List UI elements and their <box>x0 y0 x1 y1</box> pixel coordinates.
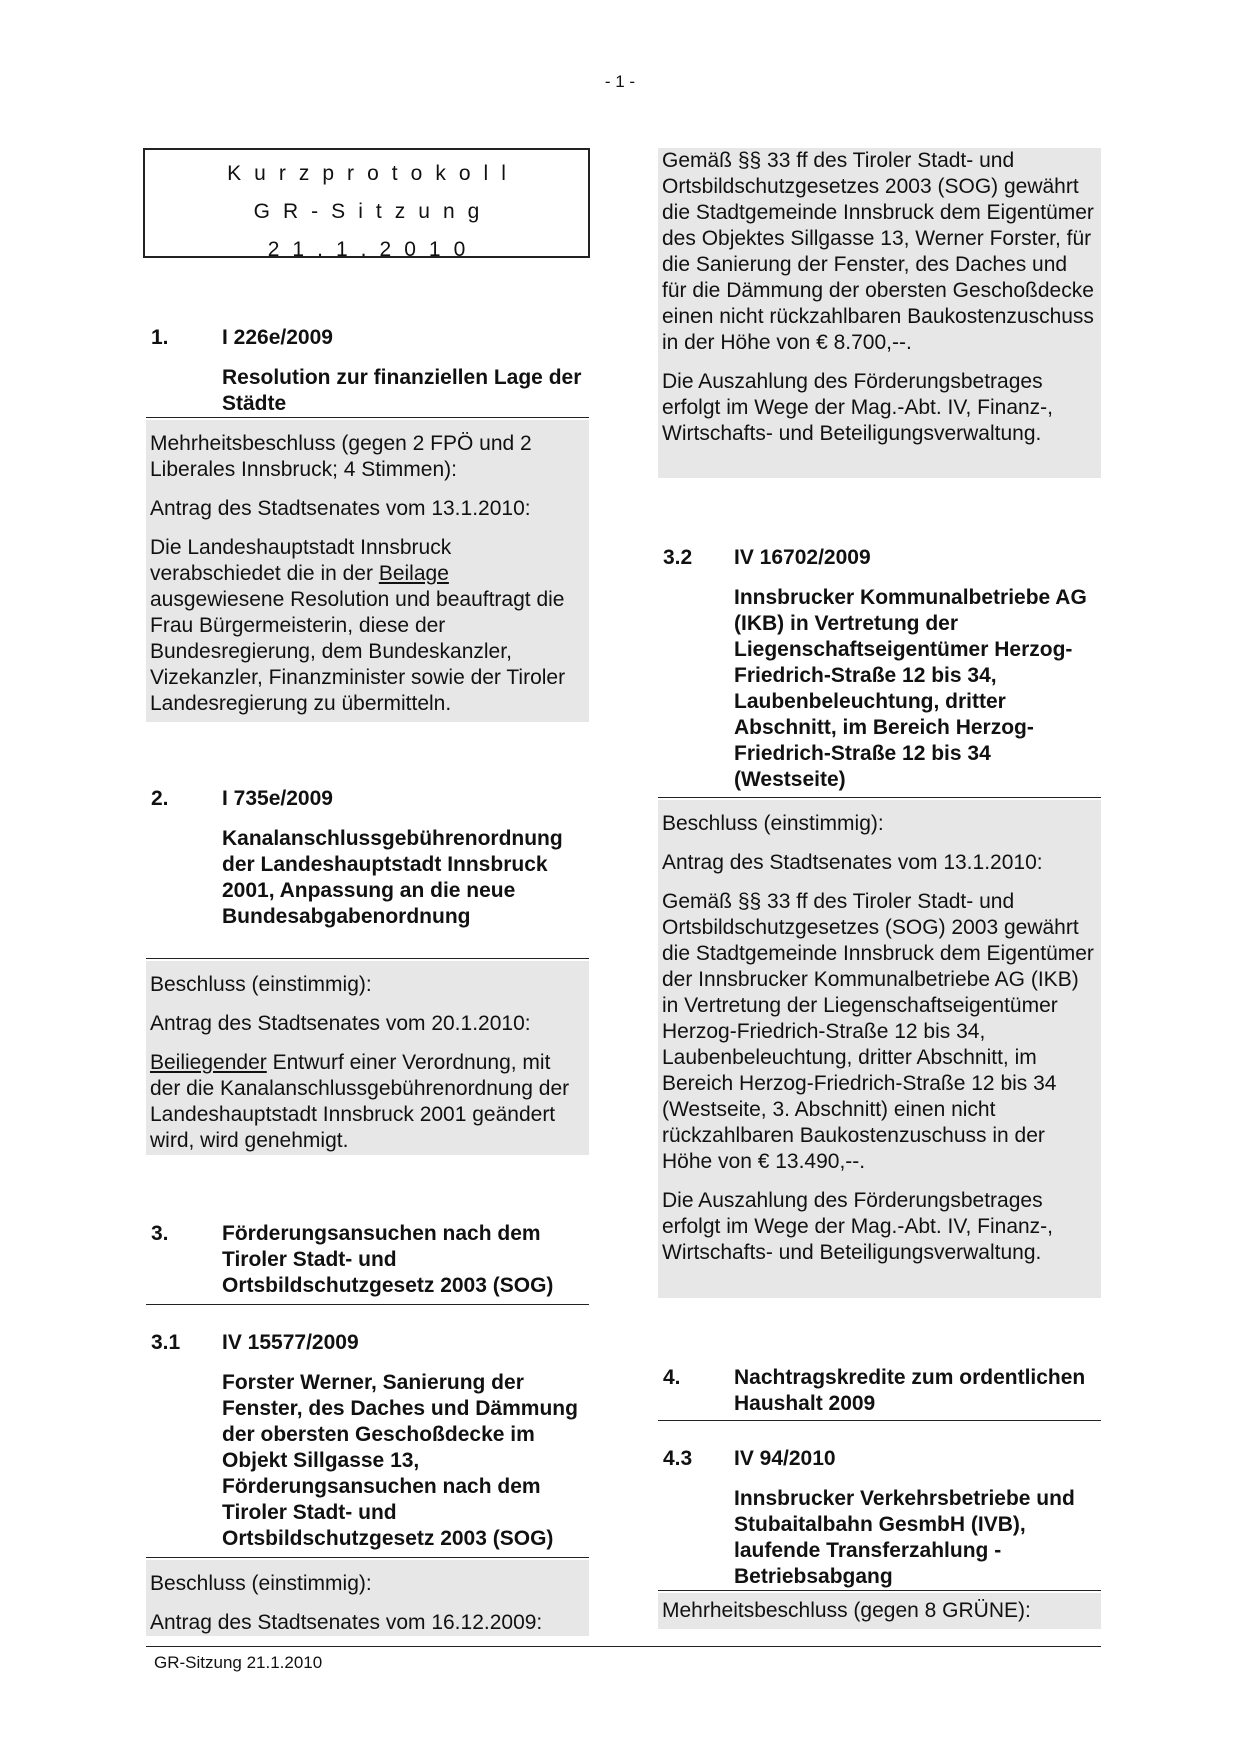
item-title: Kanalanschlussgebührenordnung der Landeshauptstadt Innsbruck 2001, Anpassung an die neue Bundesabgabenordnung <box>222 827 563 928</box>
antrag-text: Antrag des Stadtsenates vom 16.12.2009: <box>150 1611 543 1634</box>
divider <box>146 417 589 418</box>
item-3-1-decision-continued <box>658 148 1101 478</box>
item-number: 3.1 <box>151 1331 181 1354</box>
vote-text: Beschluss (einstimmig): <box>150 973 372 996</box>
vote-text: Beschluss (einstimmig): <box>662 812 884 835</box>
item-title: Forster Werner, Sanierung der Fenster, des Daches und Dämmung der obersten Geschoßdecke im Objekt Sillgasse 13, Förderungsansuchen nach dem Tiroler Stadt- und Ortsbildschutzgesetz 2003 (SOG) <box>222 1371 578 1550</box>
payout-text: Die Auszahlung des Förderungsbetrages erfolgt im Wege der Mag.-Abt. IV, Finanz-, Wirtschafts- und Beteiligungsverwaltung. <box>662 1189 1054 1264</box>
title-line-3: 21.1.2010 <box>267 238 479 261</box>
title-box <box>143 148 590 261</box>
antrag-text: Antrag des Stadtsenates vom 20.1.2010: <box>150 1012 531 1035</box>
footer-divider <box>146 1646 1101 1647</box>
decision-text <box>150 1050 585 1154</box>
item-number: 4. <box>663 1366 681 1389</box>
item-4-3-heading <box>659 1446 1100 1590</box>
item-3-2-decision <box>658 800 1101 1298</box>
item-title: Resolution zur finanziellen Lage der Städte <box>222 366 582 415</box>
item-3-1-decision <box>146 1560 589 1636</box>
item-code: IV 94/2010 <box>734 1447 836 1470</box>
item-1-heading <box>147 325 588 417</box>
item-code: I 226e/2009 <box>222 326 333 349</box>
item-number: 2. <box>151 787 169 810</box>
divider <box>146 1304 589 1305</box>
item-2-heading <box>147 786 588 930</box>
decision-text: Gemäß §§ 33 ff des Tiroler Stadt- und Ortsbildschutzgesetzes 2003 (SOG) gewährt die Stadtgemeinde Innsbruck dem Eigentümer des Objektes Sillgasse 13, Werner Forster, für die Sanierung der Fenster, des Daches und für die Dämmung der obersten Geschoßdecke einen nicht rückzahlbaren Baukostenzuschuss in der Höhe von € 8.700,--. <box>662 149 1094 354</box>
item-title: Förderungsansuchen nach dem Tiroler Stadt- und Ortsbildschutzgesetz 2003 (SOG) <box>222 1222 554 1297</box>
divider <box>146 1557 589 1558</box>
page-footer: GR-Sitzung 21.1.2010 <box>154 1653 323 1672</box>
item-code: I 735e/2009 <box>222 787 333 810</box>
item-3-1-heading <box>147 1330 588 1552</box>
item-4-heading <box>659 1365 1100 1417</box>
decision-text-part: Die Landeshauptstadt Innsbruck verabschiedet die in der <box>150 536 452 585</box>
decision-text-part: Entwurf einer Verordnung, mit der die Kanalanschlussgebührenordnung der Landeshauptstadt Innsbruck 2001 geändert wird, wird genehmigt. <box>150 1051 570 1152</box>
antrag-text: Antrag des Stadtsenates vom 13.1.2010: <box>150 497 531 520</box>
item-3-2-heading <box>659 545 1100 793</box>
decision-text: Gemäß §§ 33 ff des Tiroler Stadt- und Ortsbildschutzgesetzes (SOG) 2003 gewährt die Stadtgemeinde Innsbruck dem Eigentümer der Innsbrucker Kommunalbetriebe AG (IKB) in Vertretung der Liegenschaftseigentümer Herzog-Friedrich-Straße 12 bis 34, Laubenbeleuchtung, dritter Abschnitt, im Bereich Herzog-Friedrich-Straße 12 bis 34 (Westseite, 3. Abschnitt) einen nicht rückzahlbaren Baukostenzuschuss in der Höhe von € 13.490,--. <box>662 890 1094 1173</box>
item-3-heading <box>147 1221 588 1299</box>
vote-text: Mehrheitsbeschluss (gegen 2 FPÖ und 2 Liberales Innsbruck; 4 Stimmen): <box>150 432 532 481</box>
item-2-decision <box>146 961 589 1155</box>
item-1-decision <box>146 420 589 722</box>
decision-text <box>150 535 585 717</box>
item-4-3-decision <box>658 1593 1101 1629</box>
item-code: IV 16702/2009 <box>734 546 871 569</box>
divider <box>658 1420 1101 1421</box>
vote-text: Beschluss (einstimmig): <box>150 1572 372 1595</box>
item-code: IV 15577/2009 <box>222 1331 359 1354</box>
antrag-text: Antrag des Stadtsenates vom 13.1.2010: <box>662 851 1043 874</box>
title-line-2: GR-Sitzung <box>253 200 493 223</box>
decision-text-part: ausgewiesene Resolution und beauftragt die Frau Bürgermeisterin, diese der Bundesregierung, dem Bundeskanzler, Vizekanzler, Finanzminister sowie der Tiroler Landesregierung zu übermitteln. <box>150 588 566 715</box>
divider <box>658 1590 1101 1591</box>
title-line-1: Kurzprotokoll <box>227 162 519 185</box>
item-title: Innsbrucker Kommunalbetriebe AG (IKB) in Vertretung der Liegenschaftseigentümer Herzog-Friedrich-Straße 12 bis 34, Laubenbeleuchtung, dritter Abschnitt, im Bereich Herzog-Friedrich-Straße 12 bis 34 (Westseite) <box>734 586 1087 791</box>
item-number: 3.2 <box>663 546 693 569</box>
beilage-link[interactable]: Beilage <box>378 562 449 585</box>
page-number: - 1 - <box>604 72 636 91</box>
item-number: 1. <box>151 326 169 349</box>
beiliegender-link[interactable]: Beiliegender <box>150 1051 267 1074</box>
item-number: 3. <box>151 1222 169 1245</box>
divider <box>658 797 1101 798</box>
item-title: Nachtragskredite zum ordentlichen Haushalt 2009 <box>734 1366 1086 1415</box>
vote-text: Mehrheitsbeschluss (gegen 8 GRÜNE): <box>662 1599 1031 1622</box>
payout-text: Die Auszahlung des Förderungsbetrages erfolgt im Wege der Mag.-Abt. IV, Finanz-, Wirtschafts- und Beteiligungsverwaltung. <box>662 370 1054 445</box>
item-title: Innsbrucker Verkehrsbetriebe und Stubaitalbahn GesmbH (IVB), laufende Transferzahlung - Betriebsabgang <box>734 1487 1075 1588</box>
divider <box>146 958 589 959</box>
item-number: 4.3 <box>663 1447 693 1470</box>
